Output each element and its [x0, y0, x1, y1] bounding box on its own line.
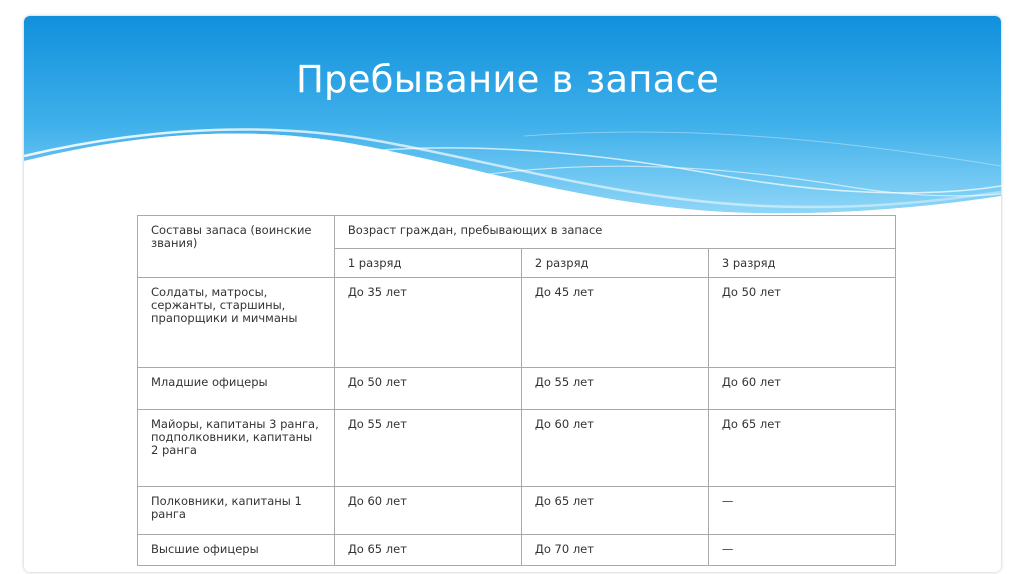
- table-row: [138, 368, 896, 410]
- column-header: 2 разряд: [521, 249, 708, 278]
- value-cell: До 70 лет: [521, 535, 708, 566]
- rank-cell: Майоры, капитаны 3 ранга, подполковники, капитаны 2 ранга: [138, 410, 335, 487]
- table-header-row: [138, 216, 896, 249]
- value-cell: До 60 лет: [521, 410, 708, 487]
- value-cell: До 65 лет: [521, 487, 708, 535]
- value-cell: —: [708, 487, 895, 535]
- value-cell: —: [708, 535, 895, 566]
- value-cell: До 65 лет: [334, 535, 521, 566]
- reserve-age-table: [137, 215, 896, 566]
- value-cell: До 55 лет: [521, 368, 708, 410]
- slide: [24, 16, 1001, 572]
- rank-cell: Высшие офицеры: [138, 535, 335, 566]
- value-cell: До 60 лет: [708, 368, 895, 410]
- header-banner: [24, 16, 1001, 231]
- rank-cell: Солдаты, матросы, сержанты, старшины, прапорщики и мичманы: [138, 278, 335, 368]
- value-cell: До 50 лет: [708, 278, 895, 368]
- value-cell: До 35 лет: [334, 278, 521, 368]
- group-header-cell: Возраст граждан, пребывающих в запасе: [334, 216, 895, 249]
- value-cell: До 65 лет: [708, 410, 895, 487]
- table-row: [138, 410, 896, 487]
- corner-header-cell: Составы запаса (воинские звания): [138, 216, 335, 278]
- table-row: [138, 278, 896, 368]
- value-cell: До 45 лет: [521, 278, 708, 368]
- column-header: 3 разряд: [708, 249, 895, 278]
- rank-cell: Полковники, капитаны 1 ранга: [138, 487, 335, 535]
- value-cell: До 55 лет: [334, 410, 521, 487]
- rank-cell: Младшие офицеры: [138, 368, 335, 410]
- table-row: [138, 487, 896, 535]
- table-row: [138, 535, 896, 566]
- value-cell: До 50 лет: [334, 368, 521, 410]
- column-header: 1 разряд: [334, 249, 521, 278]
- wave-background: [24, 16, 1001, 231]
- value-cell: До 60 лет: [334, 487, 521, 535]
- slide-title: Пребывание в запасе: [296, 58, 720, 101]
